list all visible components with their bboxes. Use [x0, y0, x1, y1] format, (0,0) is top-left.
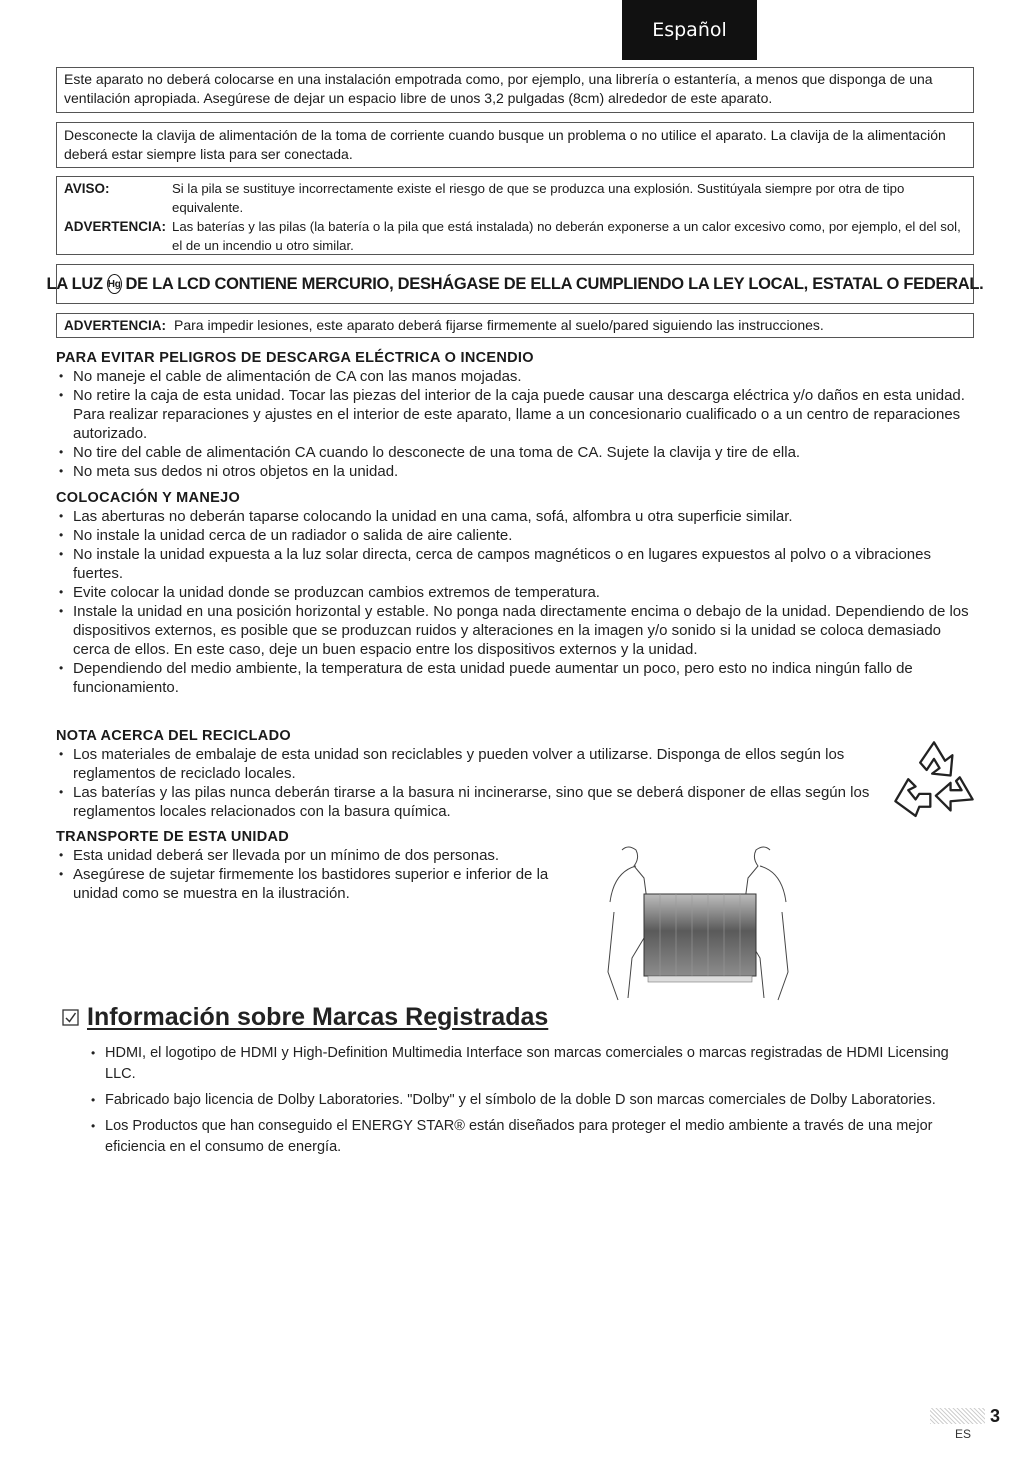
language-tab: Español [622, 0, 757, 60]
transport-section [56, 828, 596, 903]
page-number [940, 1406, 1000, 1426]
list-item: • Las aberturas no deberán taparse colocando la unidad en una cama, sofá, alfombra u otra superficie similar. [56, 507, 976, 526]
mercury-notice [46, 264, 984, 304]
advertencia-text: Las baterías y las pilas (la batería o la pila que está instalada) no deberán exponerse a un calor excesivo como, por ejemplo, el del sol, el de un incendio u otro similar. [172, 219, 961, 253]
plug-notice: Desconecte la clavija de alimentación de la toma de corriente cuando busque un problema o no utilice el aparato. La clavija de la alimentación deberá estar siempre lista para ser conectada. [56, 122, 974, 168]
aviso-text: Si la pila se sustituye incorrectamente existe el riesgo de que se produzca una explosión. Sustitúyala siempre por otra de tipo equivalente. [172, 181, 905, 215]
recycling-section [56, 727, 886, 821]
recycling-title: NOTA ACERCA DEL RECICLADO [56, 728, 291, 744]
advertencia-label: ADVERTENCIA: [64, 219, 167, 234]
list-item: • Los materiales de embalaje de esta unidad son reciclables y pueden volver a utilizarse. Disponga de ellos según los reglamentos de reciclado locales. [56, 745, 886, 783]
page-language-code: ES [955, 1427, 972, 1441]
aviso-label: AVISO: [64, 181, 110, 196]
fixing-warning-text: Para impedir lesiones, este aparato deberá fijarse firmemente al suelo/pared siguiendo las instrucciones. [174, 317, 824, 333]
battery-warnings [56, 176, 974, 255]
shock-section [56, 349, 976, 481]
checkbox-icon [62, 1009, 79, 1026]
advertencia-row [64, 217, 966, 255]
list-item: • Evite colocar la unidad donde se produzcan cambios extremos de temperatura. [56, 583, 976, 602]
trademarks-title [62, 1003, 548, 1032]
fixing-warning [56, 313, 974, 338]
list-item: • Los Productos que han conseguido el ENERGY STAR® están diseñados para proteger el medio ambiente a través de una mejor eficiencia en el consumo de energía. [88, 1116, 958, 1158]
placement-title: COLOCACIÓN Y MANEJO [56, 490, 241, 506]
shock-list [56, 367, 976, 481]
fixing-warning-label: ADVERTENCIA: [64, 318, 167, 333]
mercury-prefix: LA LUZ [46, 274, 103, 293]
list-item: • No retire la caja de esta unidad. Tocar las piezas del interior de la caja puede causar una descarga eléctrica y/o daños en esta unidad. Para realizar reparaciones y ajustes en el interior de este aparato, llame a un concesionario cualificado o a un centro de reparaciones autorizado. [56, 386, 976, 443]
page-number-text: 3 [989, 1406, 1000, 1426]
transport-list [56, 846, 596, 903]
trademarks-section [88, 1043, 958, 1163]
transport-title: TRANSPORTE DE ESTA UNIDAD [56, 829, 290, 845]
list-item: • No maneje el cable de alimentación de CA con las manos mojadas. [56, 367, 976, 386]
list-item: • Asegúrese de sujetar firmemente los bastidores superior e inferior de la unidad como se muestra en la ilustración. [56, 865, 596, 903]
mercury-hg-icon: Hg [107, 274, 122, 294]
list-item: • No tire del cable de alimentación CA cuando lo desconecte de una toma de CA. Sujete la clavija y tire de ella. [56, 443, 976, 462]
list-item: • No meta sus dedos ni otros objetos en la unidad. [56, 462, 976, 481]
recycling-list [56, 745, 886, 821]
list-item: • Fabricado bajo licencia de Dolby Laboratories. "Dolby" y el símbolo de la doble D son marcas comerciales de Dolby Laboratories. [88, 1090, 958, 1111]
list-item: • Instale la unidad en una posición horizontal y estable. No ponga nada directamente encima o debajo de la unidad. Dependiendo de los dispositivos externos, es posible que se produzcan ruidos y alteraciones en la imagen y/o sonido si la unidad se coloca demasiado cerca de ellos. En este caso, deje un buen espacio entre los dispositivos externos y la unidad. [56, 602, 976, 659]
mercury-suffix: DE LA LCD CONTIENE MERCURIO, DESHÁGASE DE ELLA CUMPLIENDO LA LEY LOCAL, ESTATAL O FEDERAL. [125, 274, 984, 293]
list-item: • No instale la unidad cerca de un radiador o salida de aire caliente. [56, 526, 976, 545]
shock-title: PARA EVITAR PELIGROS DE DESCARGA ELÉCTRICA O INCENDIO [56, 350, 534, 366]
page-number-shade [930, 1408, 985, 1424]
placement-section [56, 489, 976, 697]
placement-list [56, 507, 976, 697]
list-item: • Esta unidad deberá ser llevada por un mínimo de dos personas. [56, 846, 596, 865]
recycle-icon [888, 735, 980, 827]
aviso-row [64, 179, 966, 217]
list-item: • HDMI, el logotipo de HDMI y High-Definition Multimedia Interface son marcas comerciales o marcas registradas de HDMI Licensing LLC. [88, 1043, 958, 1085]
carrying-illustration [600, 842, 800, 1002]
list-item: • Las baterías y las pilas nunca deberán tirarse a la basura ni incinerarse, sino que se deberá disponer de ellas según los reglamentos locales relacionados con la basura química. [56, 783, 886, 821]
trademarks-list [88, 1043, 958, 1158]
list-item: • Dependiendo del medio ambiente, la temperatura de esta unidad puede aumentar un poco, pero esto no indica ningún fallo de funcionamiento. [56, 659, 976, 697]
list-item: • No instale la unidad expuesta a la luz solar directa, cerca de campos magnéticos o en lugares expuestos al polvo o a vibraciones fuertes. [56, 545, 976, 583]
trademarks-title-text: Información sobre Marcas Registradas [87, 1003, 549, 1031]
ventilation-notice: Este aparato no deberá colocarse en una instalación empotrada como, por ejemplo, una librería o estantería, a menos que disponga de una ventilación apropiada. Asegúrese de dejar un espacio libre de unos 3,2 pulgadas (8cm) alrededor de este aparato. [56, 67, 974, 113]
